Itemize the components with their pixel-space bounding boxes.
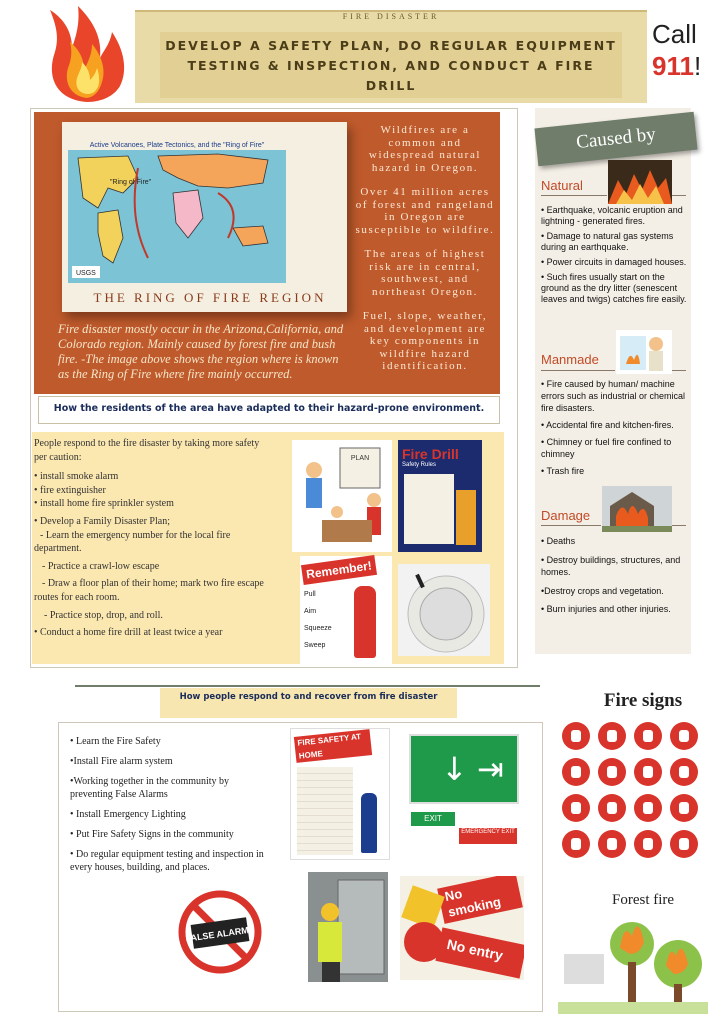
manmade-divider: [541, 370, 615, 371]
ring-of-fire-map: [68, 138, 286, 283]
call-label: Call: [652, 19, 697, 49]
caution-item: - Practice stop, drop, and roll.: [44, 609, 163, 621]
damage-item: • Deaths: [541, 536, 576, 546]
natural-cause: • Power circuits in damaged houses.: [541, 257, 687, 267]
map-caption: THE RING OF FIRE REGION: [93, 290, 327, 305]
fire-door-icon: [634, 722, 662, 750]
alarm-bell-icon: [562, 722, 590, 750]
caution-item: • Develop a Family Disaster Plan;: [34, 515, 170, 527]
header-title: DEVELOP A SAFETY PLAN, DO REGULAR EQUIPMENT TESTING & INSPECTION, AND CONDUCT A FIRE DRILL: [160, 32, 622, 98]
map-label: "Ring of Fire": [110, 179, 152, 186]
plan-label: PLAN: [350, 455, 370, 462]
flame-logo-icon: [42, 0, 132, 105]
natural-causes-list: [541, 205, 687, 305]
header-eyebrow: FIRE DISASTER: [342, 12, 440, 21]
caution-item: - Practice a crawl-low escape: [42, 560, 160, 572]
false-alarms-label: FALSE ALARMS: [184, 924, 256, 944]
natural-cause: • Such fires usually start on the ground as the dry litter (senescent leaves and twigs) catches fire easily.: [541, 272, 687, 304]
manmade-heading: Manmade: [541, 352, 599, 367]
oregon-facts: [355, 124, 495, 385]
oregon-fact: The areas of highest risk are in central, southwest, and northeast Oregon.: [364, 248, 486, 298]
respond-title: How people respond to and recover from fire disaster: [179, 692, 438, 702]
smoke-alarm-image: [398, 564, 490, 656]
respond-item: • Learn the Fire Safety: [70, 736, 161, 747]
caution-item: - Learn the emergency number for the local fire department.: [34, 529, 231, 555]
pass-word: Sweep: [304, 642, 326, 649]
caution-item: • install smoke alarm: [34, 471, 119, 483]
caution-item: • Conduct a home fire drill at least twice a year: [34, 627, 223, 639]
damage-item: • Destroy buildings, structures, and homes.: [541, 554, 681, 577]
remember-label: Remember!: [301, 555, 377, 585]
hydrant-icon: [598, 758, 626, 786]
fire-bucket-icon: [670, 758, 698, 786]
natural-divider: [541, 195, 607, 196]
fire-drill-poster-title: Fire Drill: [402, 446, 459, 462]
running-man-icon: ⇥: [477, 750, 504, 788]
pass-word: Pull: [304, 591, 316, 598]
pass-word: Aim: [304, 608, 317, 615]
fire-signs-grid: [562, 722, 698, 852]
manmade-cause: • Fire caused by human/ machine errors such as industrial or chemical fire disasters.: [541, 379, 686, 413]
fire-region-description: Fire disaster mostly occur in the Arizona,California, and Colorado region. Mainly caused by forest fire and bush fire. -The image above shows the region where is known as the Ring of Fire where fire mainly occurred.: [58, 322, 344, 381]
remember-pass-poster: [300, 556, 392, 664]
pass-word: Squeeze: [304, 625, 332, 632]
caused-by-title: Caused by: [534, 112, 697, 167]
oregon-fact: Fuel, slope, weather, and development are key components in wildfire hazard identification.: [362, 310, 488, 372]
emergency-phone-icon: [634, 794, 662, 822]
fire-blanket-icon: [634, 758, 662, 786]
no-entry-sign: No entry: [435, 927, 524, 978]
family-plan-illustration: [292, 440, 392, 552]
forest-fire-title: Forest fire: [612, 892, 675, 908]
damage-item: • Burn injuries and other injuries.: [541, 604, 671, 614]
oregon-fact: Over 41 million acres of forest and rangeland in Oregon are susceptible to wildfire.: [355, 186, 495, 236]
emergency-exit-label: EMERGENCY EXIT: [459, 828, 517, 844]
manmade-cause: • Trash fire: [541, 466, 585, 476]
technician-inspection-photo: [308, 872, 388, 982]
respond-item: •Working together in the community by preventing False Alarms: [70, 776, 230, 800]
forest-fire-photo: [608, 160, 672, 204]
damage-heading: Damage: [541, 508, 591, 523]
fire-signs-title: Fire signs: [603, 690, 683, 711]
oregon-fact: Wildfires are a common and widespread natural hazard in Oregon.: [368, 124, 482, 174]
exit-sign-label: EXIT: [411, 812, 455, 826]
natural-heading: Natural: [541, 178, 583, 193]
fire-safety-home-poster: [290, 728, 390, 860]
false-alarms-sign: [176, 888, 264, 976]
respond-item: •Install Fire alarm system: [70, 756, 173, 767]
natural-cause: • Earthquake, volcanic eruption and lightning - generated fires.: [541, 205, 683, 226]
manmade-divider-end: [672, 370, 686, 371]
damage-divider-end: [672, 525, 686, 526]
exit-arrow-icon: ↓: [441, 750, 468, 788]
damage-list: [541, 535, 687, 616]
adapt-title: How the residents of the area have adapted to their hazard-prone environment.: [53, 403, 485, 414]
exit-signs-image: [405, 728, 523, 850]
caution-item: - Draw a floor plan of their home; mark two fire escape routes for each room.: [34, 578, 264, 603]
kitchen-fire-illustration: [616, 330, 672, 374]
fire-axe-icon: [598, 794, 626, 822]
caution-intro: People respond to the fire disaster by taking more safety per caution:: [34, 438, 260, 463]
extinguisher-sign-icon: [562, 758, 590, 786]
natural-divider-end: [672, 195, 686, 196]
manmade-causes-list: [541, 378, 687, 477]
ladder-icon: [670, 830, 698, 858]
respond-item: • Do regular equipment testing and inspection in every houses, building, and places.: [70, 849, 264, 873]
call-911: [652, 18, 728, 82]
call-number: 911: [652, 51, 694, 81]
damage-divider: [541, 525, 601, 526]
extinguisher-icon: [361, 793, 377, 853]
damage-item: •Destroy crops and vegetation.: [541, 585, 664, 596]
fire-safety-home-label: FIRE SAFETY AT HOME: [294, 729, 372, 763]
caution-text: [34, 437, 266, 640]
fire-hose-icon: [670, 722, 698, 750]
respond-list: [70, 735, 265, 881]
manmade-cause: • Accidental fire and kitchen-fires.: [541, 420, 674, 430]
respond-item: • Install Emergency Lighting: [70, 809, 186, 820]
manmade-cause: • Chimney or fuel fire confined to chimney: [541, 437, 672, 459]
caution-item: • install home fire sprinkler system: [34, 498, 174, 510]
no-smoking-sign: No smoking: [437, 876, 523, 924]
caution-item: • fire extinguisher: [34, 484, 106, 496]
extinguisher-icon: [354, 586, 376, 658]
call-point-icon: [598, 830, 626, 858]
call-punct: !: [693, 51, 702, 81]
flame-sign-icon: [634, 830, 662, 858]
pickaxe-icon: [670, 794, 698, 822]
fire-alarm-icon: [598, 722, 626, 750]
firefighter-helmet-icon: [562, 830, 590, 858]
fire-drill-poster-sub: Safety Rules: [402, 462, 437, 468]
forest-fire-illustration: [558, 914, 708, 1014]
fire-truck-icon: [562, 794, 590, 822]
natural-cause: • Damage to natural gas systems during an earthquake.: [541, 231, 674, 252]
no-entry-signs-collage: [400, 876, 524, 980]
respond-item: • Put Fire Safety Signs in the community: [70, 829, 234, 840]
map-credit: USGS: [76, 270, 96, 277]
map-title: Active Volcanoes, Plate Tectonics, and the "Ring of Fire": [89, 142, 265, 149]
respond-divider: [75, 685, 540, 687]
burning-house-photo: [602, 486, 672, 532]
fire-drill-poster: [398, 440, 482, 552]
